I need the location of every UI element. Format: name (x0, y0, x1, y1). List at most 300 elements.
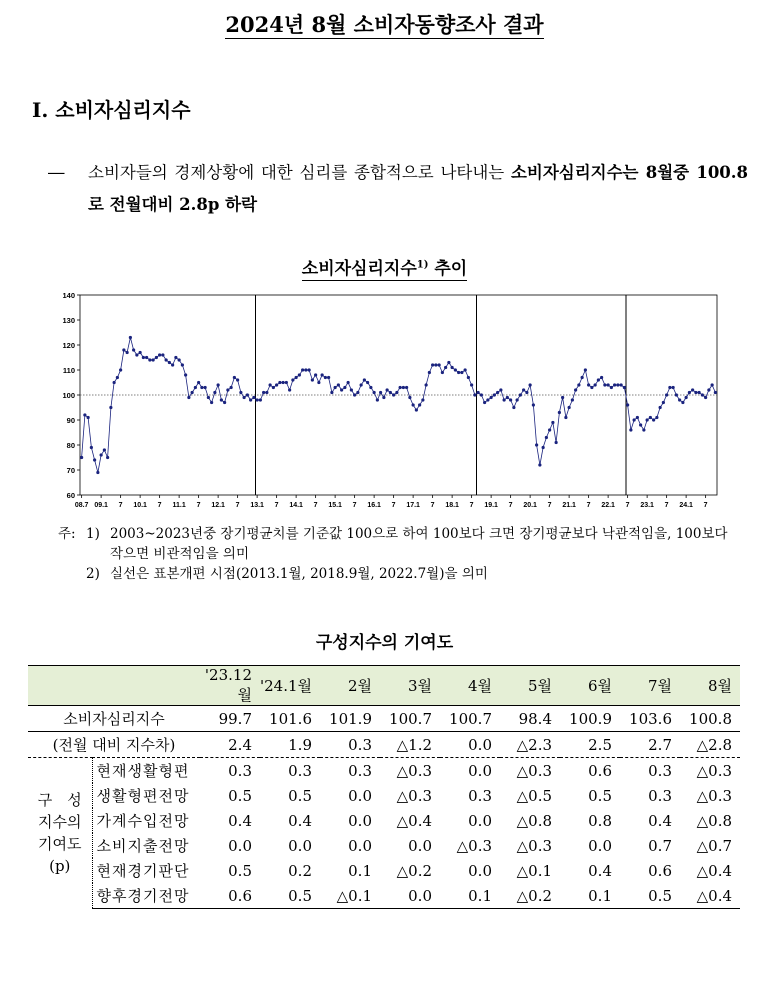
x-tick-label: 7 (157, 502, 162, 509)
table-cell: 0.3 (648, 786, 672, 805)
data-point (688, 391, 691, 394)
data-point (519, 393, 522, 396)
table-cell: 2.4 (200, 732, 260, 758)
table-cell: 0.1 (560, 883, 620, 909)
data-point (269, 383, 272, 386)
bullet-dash: ― (48, 163, 65, 182)
data-point (148, 358, 151, 361)
component-row (28, 758, 740, 784)
data-point (681, 401, 684, 404)
data-point (564, 416, 567, 419)
data-point (425, 383, 428, 386)
data-point (204, 386, 207, 389)
data-point (532, 403, 535, 406)
data-point (191, 391, 194, 394)
data-point (603, 383, 606, 386)
table-cell: △0.3 (696, 761, 732, 780)
table-cell: 0.1 (440, 883, 500, 909)
data-point (122, 348, 125, 351)
data-point (116, 376, 119, 379)
data-point (646, 418, 649, 421)
data-point (408, 396, 411, 399)
data-point (278, 381, 281, 384)
data-point (174, 356, 177, 359)
x-tick-label: 7 (664, 502, 669, 509)
data-point (431, 363, 434, 366)
data-point (311, 378, 314, 381)
data-point (571, 398, 574, 401)
table-cell: △0.7 (696, 836, 732, 855)
data-point (493, 393, 496, 396)
col-header: 8월 (680, 666, 740, 706)
component-row (28, 808, 740, 833)
data-point (444, 366, 447, 369)
table-title: 구성지수의 기여도 (315, 633, 454, 653)
data-point (155, 356, 158, 359)
data-point (321, 373, 324, 376)
data-point (343, 386, 346, 389)
data-point (620, 383, 623, 386)
table-cell: △0.8 (516, 811, 552, 830)
data-point (330, 391, 333, 394)
data-point (499, 388, 502, 391)
table-cell: 0.3 (468, 786, 492, 805)
x-tick-label: 21.1 (562, 502, 576, 509)
data-point (239, 391, 242, 394)
table-cell: △0.1 (320, 883, 380, 909)
table-cell: 100.7 (380, 706, 440, 732)
table-cell: △0.8 (696, 811, 732, 830)
x-tick-label: 7 (430, 502, 435, 509)
table-cell: △0.3 (396, 761, 432, 780)
x-tick-label: 19.1 (484, 502, 498, 509)
data-point (512, 406, 515, 409)
table-cell: 0.4 (588, 861, 612, 880)
data-point (87, 416, 90, 419)
data-point (90, 446, 93, 449)
x-tick-label: 7 (391, 502, 396, 509)
data-point (220, 398, 223, 401)
table-cell: 0.5 (588, 786, 612, 805)
data-point (366, 381, 369, 384)
table-cell: 0.1 (348, 861, 372, 880)
data-point (213, 391, 216, 394)
data-point (187, 396, 190, 399)
table-cell: 0.5 (260, 883, 320, 909)
data-point (470, 383, 473, 386)
section-heading: Ⅰ. 소비자심리지수 (32, 98, 191, 122)
table-cell: 0.6 (200, 883, 260, 909)
x-tick-label: 7 (547, 502, 552, 509)
col-header: '24.1월 (260, 666, 320, 706)
data-point (126, 351, 129, 354)
component-row (28, 783, 740, 808)
data-point (665, 393, 668, 396)
note-text: 2003~2023년중 장기평균치를 기준값 100으로 하여 100보다 크면 장기평균보다 낙관적임을, 100보다 작으면 비관적임을 의미 (110, 526, 728, 562)
data-point (561, 396, 564, 399)
data-point (334, 386, 337, 389)
data-point (460, 371, 463, 374)
data-point (587, 383, 590, 386)
data-point (616, 383, 619, 386)
x-tick-label: 15.1 (328, 502, 342, 509)
data-point (613, 383, 616, 386)
data-point (629, 428, 632, 431)
table-cell: 0.0 (408, 836, 432, 855)
data-point (236, 378, 239, 381)
data-point (252, 396, 255, 399)
data-point (626, 403, 629, 406)
data-point (100, 453, 103, 456)
data-point (698, 391, 701, 394)
data-point (392, 393, 395, 396)
col-header: 7월 (620, 666, 680, 706)
data-point (678, 398, 681, 401)
table-cell: 0.0 (228, 836, 252, 855)
data-point (473, 393, 476, 396)
table-cell: 0.4 (228, 811, 252, 830)
data-point (230, 386, 233, 389)
group-label-line: 지수의 (38, 813, 82, 832)
data-point (516, 398, 519, 401)
table-cell: 0.0 (468, 811, 492, 830)
data-point (350, 388, 353, 391)
x-tick-label: 7 (586, 502, 591, 509)
data-point (142, 356, 145, 359)
data-point (600, 376, 603, 379)
x-tick-label: 10.1 (133, 502, 147, 509)
table-header-row (28, 666, 740, 706)
table-cell: 0.6 (588, 761, 612, 780)
table-cell: △0.3 (396, 786, 432, 805)
x-tick-label: 13.1 (250, 502, 264, 509)
group-label-line: (p) (49, 857, 71, 876)
table-cell: △0.1 (516, 861, 552, 880)
data-point (659, 406, 662, 409)
data-point (639, 423, 642, 426)
data-point (353, 393, 356, 396)
data-point (135, 353, 138, 356)
table-cell: 0.7 (648, 836, 672, 855)
data-point (623, 386, 626, 389)
data-point (594, 383, 597, 386)
data-point (181, 363, 184, 366)
table-cell: △0.2 (500, 883, 560, 909)
table-cell: 0.5 (620, 883, 680, 909)
data-point (210, 401, 213, 404)
col-header: 5월 (500, 666, 560, 706)
data-point (295, 376, 298, 379)
data-point (711, 383, 714, 386)
data-point (301, 368, 304, 371)
data-point (340, 388, 343, 391)
table-cell: 99.7 (200, 706, 260, 732)
table-cell: 0.3 (228, 761, 252, 780)
data-point (480, 393, 483, 396)
data-point (662, 401, 665, 404)
contribution-table (28, 665, 740, 909)
x-tick-label: 09.1 (94, 502, 108, 509)
data-point (337, 383, 340, 386)
y-tick-label: 80 (66, 441, 75, 450)
table-cell: 103.6 (620, 706, 680, 732)
notes-label: 주: (58, 526, 76, 542)
table-cell: 0.3 (288, 761, 312, 780)
data-point (412, 403, 415, 406)
table-cell: 98.4 (500, 706, 560, 732)
table-cell: △2.8 (680, 732, 740, 758)
y-tick-label: 140 (62, 291, 75, 300)
summary-paragraph (48, 157, 748, 221)
table-cell: △0.3 (696, 786, 732, 805)
data-point (113, 381, 116, 384)
data-point (675, 393, 678, 396)
data-point (282, 381, 285, 384)
col-header: '23.12월 (200, 666, 260, 706)
data-point (246, 393, 249, 396)
col-header: 6월 (560, 666, 620, 706)
data-point (285, 381, 288, 384)
col-header: 3월 (380, 666, 440, 706)
component-label: 가계수입전망 (96, 812, 190, 830)
data-point (506, 396, 509, 399)
data-point (464, 368, 467, 371)
data-point (139, 351, 142, 354)
csi-row (28, 706, 740, 732)
data-point (535, 443, 538, 446)
data-point (438, 363, 441, 366)
data-point (415, 408, 418, 411)
note-text: 실선은 표본개편 시점(2013.1월, 2018.9월, 2022.7월)을 의미 (110, 566, 488, 582)
data-point (207, 396, 210, 399)
y-tick-label: 60 (66, 491, 75, 500)
data-point (386, 388, 389, 391)
table-cell: 0.5 (288, 786, 312, 805)
data-point (542, 446, 545, 449)
data-point (483, 401, 486, 404)
data-point (685, 396, 688, 399)
table-cell: 100.9 (560, 706, 620, 732)
x-tick-label: 7 (313, 502, 318, 509)
table-cell: 0.8 (588, 811, 612, 830)
data-point (610, 386, 613, 389)
data-point (597, 378, 600, 381)
summary-bold-text: 소비자심리지수는 8월중 100.8로 전월대비 2.8p 하락 (88, 163, 748, 214)
table-cell: △0.2 (396, 861, 432, 880)
data-point (275, 383, 278, 386)
x-tick-label: 20.1 (523, 502, 537, 509)
data-point (691, 388, 694, 391)
table-cell: 0.0 (468, 761, 492, 780)
table-cell: 0.5 (228, 786, 252, 805)
table-cell: 0.2 (288, 861, 312, 880)
data-point (80, 456, 83, 459)
x-tick-label: 7 (235, 502, 240, 509)
data-point (83, 413, 86, 416)
data-point (441, 371, 444, 374)
data-point (259, 398, 262, 401)
col-header: 4월 (440, 666, 500, 706)
table-cell: 2.5 (560, 732, 620, 758)
data-point (568, 406, 571, 409)
csi-line-chart (60, 287, 725, 512)
y-tick-label: 100 (62, 391, 75, 400)
component-label: 현재경기판단 (96, 862, 190, 880)
data-point (382, 396, 385, 399)
table-cell: 0.0 (348, 836, 372, 855)
table-cell: 101.6 (260, 706, 320, 732)
x-tick-label: 7 (469, 502, 474, 509)
x-tick-label: 7 (118, 502, 123, 509)
data-point (379, 391, 382, 394)
data-point (327, 376, 330, 379)
x-tick-label: 7 (352, 502, 357, 509)
data-point (652, 418, 655, 421)
table-cell: 0.0 (380, 883, 440, 909)
data-point (402, 386, 405, 389)
table-cell: 0.4 (288, 811, 312, 830)
table-cell: 0.0 (588, 836, 612, 855)
data-point (457, 371, 460, 374)
data-point (347, 381, 350, 384)
data-point (486, 398, 489, 401)
x-tick-label: 16.1 (367, 502, 381, 509)
table-cell: 1.9 (260, 732, 320, 758)
row-label: 소비자심리지수 (28, 706, 200, 732)
data-point (694, 391, 697, 394)
data-point (707, 388, 710, 391)
data-point (714, 391, 717, 394)
data-point (574, 388, 577, 391)
table-cell: 101.9 (320, 706, 380, 732)
table-cell: △0.4 (696, 861, 732, 880)
data-point (633, 418, 636, 421)
data-point (503, 398, 506, 401)
data-point (525, 391, 528, 394)
data-point (668, 386, 671, 389)
x-tick-label: 7 (625, 502, 630, 509)
table-cell: 0.3 (648, 761, 672, 780)
component-row (28, 833, 740, 858)
x-tick-label: 7 (703, 502, 708, 509)
group-label-line: 구 성 (37, 791, 82, 810)
table-cell: 0.3 (348, 761, 372, 780)
data-point (418, 403, 421, 406)
x-tick-label: 7 (508, 502, 513, 509)
data-point (672, 386, 675, 389)
data-point (233, 376, 236, 379)
table-cell: △0.4 (396, 811, 432, 830)
data-point (168, 361, 171, 364)
data-point (490, 396, 493, 399)
data-point (529, 383, 532, 386)
x-tick-label: 14.1 (289, 502, 303, 509)
table-cell: 0.0 (468, 861, 492, 880)
component-row (28, 883, 740, 909)
data-point (171, 363, 174, 366)
data-point (132, 348, 135, 351)
table-cell: 0.0 (348, 786, 372, 805)
x-tick-label: 7 (274, 502, 279, 509)
data-point (577, 383, 580, 386)
data-point (106, 456, 109, 459)
data-point (509, 398, 512, 401)
diff-row (28, 732, 740, 758)
table-cell: 0.0 (348, 811, 372, 830)
data-point (249, 398, 252, 401)
data-point (217, 383, 220, 386)
table-cell: 100.7 (440, 706, 500, 732)
summary-text: 소비자들의 경제상황에 대한 심리를 종합적으로 나타내는 (88, 163, 511, 182)
data-point (308, 368, 311, 371)
data-point (119, 368, 122, 371)
header-empty (28, 666, 200, 706)
col-header: 2월 (320, 666, 380, 706)
data-point (184, 373, 187, 376)
data-point (194, 386, 197, 389)
table-cell: 0.4 (648, 811, 672, 830)
y-tick-label: 110 (62, 366, 75, 375)
table-cell: △0.3 (516, 836, 552, 855)
x-tick-label: 7 (196, 502, 201, 509)
table-cell: △0.3 (516, 761, 552, 780)
data-point (447, 361, 450, 364)
group-label (28, 758, 92, 909)
data-point (545, 436, 548, 439)
data-point (477, 391, 480, 394)
data-point (590, 386, 593, 389)
x-tick-label: 22.1 (601, 502, 615, 509)
data-point (655, 416, 658, 419)
data-point (103, 448, 106, 451)
data-point (636, 416, 639, 419)
x-tick-label: 12.1 (211, 502, 225, 509)
data-point (405, 386, 408, 389)
x-tick-label: 23.1 (640, 502, 654, 509)
y-tick-label: 70 (66, 466, 75, 475)
data-point (96, 471, 99, 474)
data-point (389, 391, 392, 394)
component-label: 향후경기전망 (92, 883, 200, 909)
table-cell: 0.6 (648, 861, 672, 880)
data-point (360, 383, 363, 386)
table-cell: 0.0 (288, 836, 312, 855)
data-point (356, 391, 359, 394)
data-point (538, 463, 541, 466)
data-point (262, 391, 265, 394)
y-tick-label: 120 (62, 341, 75, 350)
data-point (314, 373, 317, 376)
group-label-line: 기여도 (38, 835, 82, 854)
data-point (428, 371, 431, 374)
table-cell: △0.4 (680, 883, 740, 909)
data-point (395, 391, 398, 394)
table-cell: 0.5 (228, 861, 252, 880)
data-point (399, 386, 402, 389)
data-point (291, 378, 294, 381)
data-point (548, 428, 551, 431)
data-point (704, 396, 707, 399)
data-point (288, 388, 291, 391)
data-point (161, 353, 164, 356)
x-tick-label: 11.1 (172, 502, 186, 509)
data-point (178, 358, 181, 361)
x-tick-label: 08.7 (74, 502, 89, 509)
x-tick-label: 18.1 (445, 502, 459, 509)
data-point (522, 388, 525, 391)
data-point (158, 353, 161, 356)
data-point (649, 416, 652, 419)
